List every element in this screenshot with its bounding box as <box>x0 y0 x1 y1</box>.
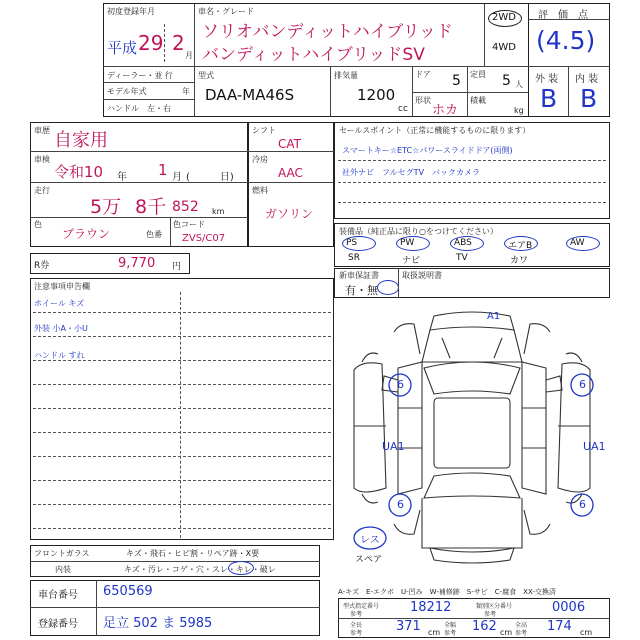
divider <box>484 4 485 67</box>
divider <box>103 82 194 83</box>
height-unit: cm <box>580 628 593 637</box>
spare-mark: レス <box>360 535 380 546</box>
manual-label: 取扱説明書 <box>402 271 442 280</box>
category-value: 0006 <box>552 600 586 615</box>
shape-label: 形状 <box>415 96 431 105</box>
capacity-unit: 人 <box>515 80 523 89</box>
warranty-circle <box>377 280 399 295</box>
mark-left-side: UA1 <box>382 440 405 453</box>
equipment-item-3: エアB <box>508 241 533 251</box>
note-line-rule <box>33 432 331 433</box>
divider <box>398 268 399 298</box>
type-approval-label: 型式指定番号 <box>343 603 380 610</box>
door-label: ドア <box>415 70 431 79</box>
note-line-rule <box>33 456 331 457</box>
category-label: 類別区分番号 <box>476 603 513 610</box>
divider <box>103 66 529 67</box>
ac-value: AAC <box>278 166 303 180</box>
length-value: 371 <box>396 619 421 634</box>
inspection-month: 1 <box>158 161 168 179</box>
model-year-label: モデル年式 <box>107 87 147 96</box>
divider <box>412 92 529 93</box>
sales-point-line1: スマートキー☆ETC☆パワースライドドア(両側) <box>342 146 513 155</box>
mark-right-side: UA1 <box>583 440 606 453</box>
shift-value: CAT <box>278 137 301 151</box>
height-label: 全高 <box>515 622 528 629</box>
divider <box>528 19 610 20</box>
shift-label: シフト <box>252 126 276 135</box>
color-code-label: 色番 <box>146 230 162 239</box>
first-reg-label: 初度登録年月 <box>107 7 155 16</box>
divider <box>248 151 334 152</box>
score-value: (4.5) <box>536 26 596 55</box>
divider <box>30 217 248 218</box>
note-line-3: ハンドル すれ <box>34 351 85 360</box>
displacement-label: 排気量 <box>334 71 358 80</box>
sales-point-line2: 社外ナビ フルセグTV バックカメラ <box>342 168 481 177</box>
model-year-unit: 年 <box>182 87 190 96</box>
sales-point-label: セールスポイント（正常に機能するものに限ります） <box>339 126 531 135</box>
windshield-value: キズ・飛石・ヒビ割・リペア跡・X要 <box>126 549 260 558</box>
notes-section <box>30 278 334 540</box>
divider <box>103 99 194 100</box>
score-label: 評 価 点 <box>538 10 588 21</box>
car-name-line1: ソリオバンディットハイブリッド <box>202 22 453 42</box>
note-line-rule <box>33 336 331 337</box>
divider <box>164 24 165 62</box>
type-approval-value: 18212 <box>410 600 452 615</box>
divider <box>180 292 181 538</box>
equipment-item-lower-2: TV <box>456 253 468 263</box>
equipment-item-lower-3: カワ <box>510 256 529 266</box>
divider <box>338 182 606 183</box>
fuel-label: 燃料 <box>252 186 268 195</box>
equipment-item-2: ABS <box>454 238 472 248</box>
exterior-grade: B <box>540 84 558 113</box>
damage-codes: A-キズ E-エクボ U-凹み W-補修跡 S-サビ C-腐食 XX-交換済 <box>338 588 556 596</box>
divider <box>30 561 320 562</box>
handle-label: ハンドル 左・右 <box>107 104 171 113</box>
first-reg-month: 2 <box>172 31 185 55</box>
ref-label-1: 参考 <box>350 611 363 618</box>
equipment-item-4: AW <box>570 238 585 248</box>
mark-front: A1 <box>487 311 501 322</box>
shape-value: ホカ <box>432 103 459 118</box>
mileage-sen: 8千 <box>135 196 167 218</box>
divider <box>170 217 171 247</box>
inspection-month-unit: 月 <box>172 172 182 183</box>
ref-label-5: 参考 <box>515 630 528 637</box>
displacement-value: 1200 <box>357 86 396 104</box>
divider <box>194 66 195 117</box>
mileage-label: 走行 <box>34 186 50 195</box>
note-line-rule <box>33 312 331 313</box>
warranty-label: 新車保証書 <box>339 271 379 280</box>
type-value: DAA-MA46S <box>205 86 295 104</box>
car-name-label: 車名・グレード <box>198 7 254 16</box>
mark-rear-left: 6 <box>397 498 404 511</box>
warranty-value: 有・無 <box>345 284 378 297</box>
drive-4wd: 4WD <box>492 42 516 53</box>
note-line-rule <box>33 480 331 481</box>
divider <box>30 182 248 183</box>
note-line-rule <box>33 504 331 505</box>
inspection-era: 令和10 <box>54 163 104 181</box>
ac-label: 冷房 <box>252 155 268 164</box>
first-reg-month-unit: 月 <box>185 51 193 60</box>
inspection-day: ( 日) <box>186 172 234 183</box>
equipment-item-1: PW <box>400 238 415 248</box>
mark-front-right: 6 <box>579 378 586 391</box>
exterior-label: 外 装 <box>535 74 559 85</box>
mileage-rest: 852 <box>172 199 199 215</box>
recycle-label: R券 <box>34 261 50 271</box>
type-label: 型式 <box>198 71 214 80</box>
equipment-item-lower-0: SR <box>348 253 360 263</box>
divider <box>568 66 569 117</box>
drive-2wd: 2WD <box>492 12 516 23</box>
inspection-label: 車検 <box>34 155 50 164</box>
color-code-label2: 色コード <box>173 220 205 229</box>
capacity-label: 定員 <box>470 70 486 79</box>
load-unit: kg <box>514 106 524 115</box>
height-value: 174 <box>547 619 572 634</box>
divider <box>30 151 248 152</box>
frame-label: 車台番号 <box>38 590 78 601</box>
dealer-label: ディーラー・並 行 <box>107 71 173 80</box>
length-label: 全長 <box>350 622 363 629</box>
length-unit: cm <box>428 628 441 637</box>
spare-label: スペア <box>355 555 383 565</box>
recycle-unit: 円 <box>172 262 182 272</box>
interior-label: 内 装 <box>575 74 599 85</box>
recycle-value: 9,770 <box>118 256 156 271</box>
divider <box>528 66 610 67</box>
first-reg-year: 29 <box>138 31 164 55</box>
car-name-line2: バンディットハイブリッドSV <box>202 45 425 65</box>
width-unit: cm <box>500 628 513 637</box>
mileage-man: 5万 <box>90 196 122 218</box>
note-line-rule <box>33 384 331 385</box>
recycle-section <box>30 253 190 274</box>
usage-label: 車歴 <box>34 126 50 135</box>
mark-rear-right: 6 <box>579 498 586 511</box>
ref-label-4: 参考 <box>444 630 457 637</box>
load-label: 積載 <box>470 96 486 105</box>
interior-grade: B <box>580 84 598 113</box>
mark-front-left: 6 <box>397 378 404 391</box>
divider <box>248 182 334 183</box>
fuel-value: ガソリン <box>265 207 314 221</box>
first-reg-era: 平成 <box>107 39 138 57</box>
note-line-2: 外装 小A・小U <box>34 324 88 333</box>
note-line-rule <box>33 528 331 529</box>
inspection-year-unit: 年 <box>117 172 127 183</box>
divider <box>194 4 195 67</box>
interior-legend-value: キズ・汚レ・コゲ・穴・スレ・キレ・破レ <box>124 565 276 574</box>
color-label: 色 <box>34 220 42 229</box>
equipment-item-lower-1: ナビ <box>402 256 421 266</box>
color-code-value: ZVS/C07 <box>182 233 226 244</box>
color-value: ブラウン <box>62 227 111 241</box>
equipment-label: 装備品（純正品に限り○をつけてください） <box>339 227 498 236</box>
note-line-rule <box>33 408 331 409</box>
ref-label-2: 参考 <box>484 611 497 618</box>
cc-unit: cc <box>398 104 408 114</box>
capacity-value: 5 <box>502 73 511 89</box>
reg-label: 登録番号 <box>38 619 78 630</box>
divider <box>30 607 320 608</box>
divider <box>338 202 606 203</box>
divider <box>330 66 331 117</box>
divider <box>338 160 606 161</box>
equipment-item-0: PS <box>346 238 358 248</box>
width-label: 全幅 <box>444 622 457 629</box>
interior-sure-circle <box>228 561 254 575</box>
divider <box>96 580 97 636</box>
door-value: 5 <box>452 73 461 89</box>
frame-value: 650569 <box>103 584 153 599</box>
km-unit: km <box>212 207 225 216</box>
notes-label: 注意事項申告欄 <box>34 282 90 291</box>
note-line-1: ホイール キズ <box>34 299 85 308</box>
interior-legend-label: 内装 <box>55 565 71 574</box>
usage-value: 自家用 <box>54 130 108 151</box>
ref-label-3: 参考 <box>350 630 363 637</box>
windshield-label: フロントガラス <box>34 549 90 558</box>
width-value: 162 <box>472 619 497 634</box>
reg-value: 足立 502 ま 5985 <box>103 616 213 631</box>
